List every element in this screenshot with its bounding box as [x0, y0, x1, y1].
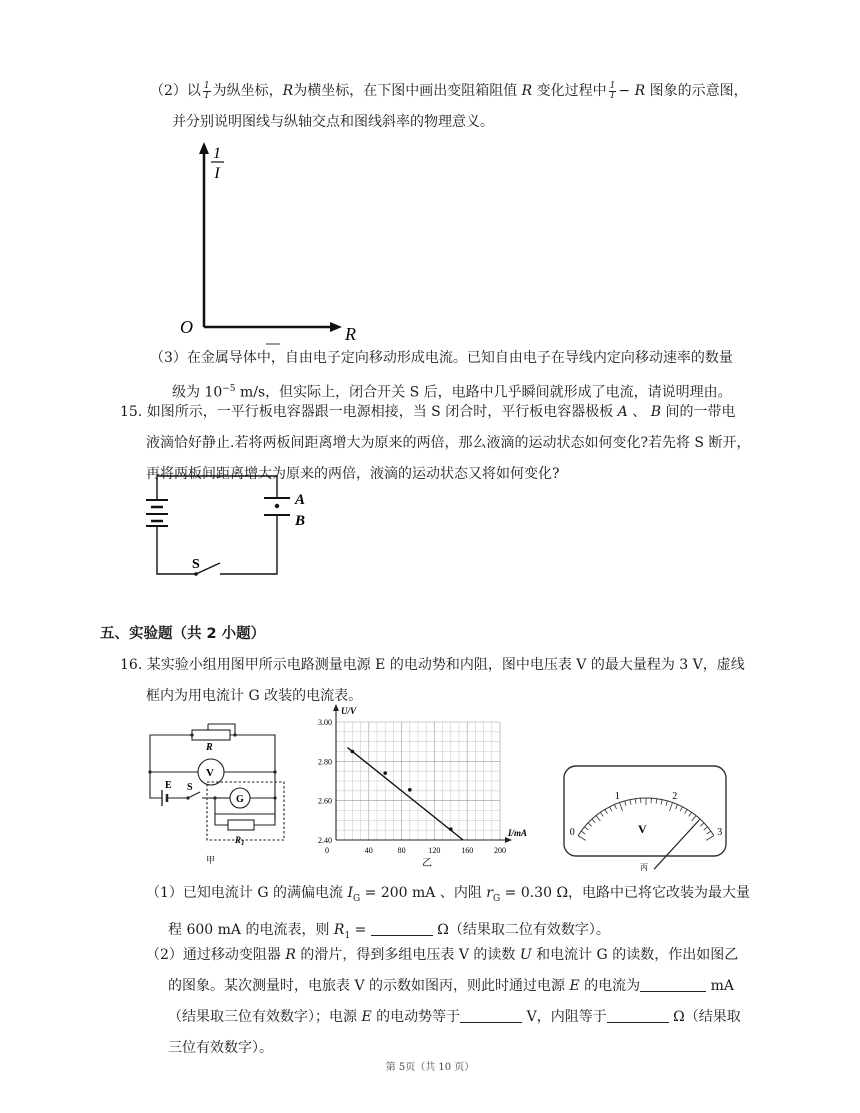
scale-tick — [584, 827, 588, 830]
x-axis-label: R — [345, 324, 356, 344]
frac-num: 1 — [203, 80, 210, 91]
scale-tick — [685, 809, 688, 813]
figure-jia-circuit — [140, 720, 295, 868]
wire-bottom-left — [157, 526, 196, 574]
var-r: r — [486, 885, 493, 901]
scale-tick — [707, 831, 711, 834]
text: = — [350, 921, 371, 938]
r-label: R — [206, 742, 213, 753]
data-point — [449, 827, 453, 831]
scale-tick — [620, 803, 623, 811]
scale-tick — [676, 804, 678, 809]
y-tick-label: 2.60 — [318, 796, 332, 806]
var-b: B — [650, 404, 661, 420]
text: = 0.30 Ω，电路中已将它改装为最大量 — [500, 885, 751, 901]
var-e: E — [569, 978, 580, 994]
scale-label: 0 — [569, 826, 575, 838]
battery-symbol — [146, 500, 168, 526]
frac-den: I — [610, 90, 615, 101]
scale-tick — [630, 800, 631, 805]
var-u: U — [519, 947, 532, 963]
e-label: E — [165, 780, 172, 791]
scale-tick — [600, 812, 603, 816]
scale-tick — [596, 816, 600, 821]
subscript: 1 — [344, 930, 351, 941]
answer-blank-r1[interactable] — [371, 921, 433, 936]
switch-label: S — [192, 557, 200, 572]
text: V，内阻等于 — [522, 1009, 607, 1025]
chart-axes — [333, 704, 512, 843]
y-tick-label: 2.40 — [318, 836, 332, 845]
var-a: A — [617, 404, 628, 420]
figure-yi-u-i-chart — [300, 700, 545, 870]
scale-tick — [666, 801, 667, 806]
data-point — [383, 771, 387, 775]
fraction-1-over-i — [609, 82, 617, 101]
y-axis-arrow — [199, 142, 209, 154]
q16-line1: 16. 某实验小组用图甲所示电路测量电源 E 的电动势和内阻，图中电压表 V 的最大量程为 3 V，虚线 — [120, 657, 745, 673]
rheostat-r — [192, 730, 230, 740]
y-axis-label-den: I — [214, 165, 220, 182]
scale-tick — [610, 807, 612, 811]
y-axis-label-num: 1 — [213, 145, 221, 162]
data-point — [408, 788, 412, 792]
q15-line1 — [120, 397, 750, 428]
text: 的图象。某次测量时，电旅表 V 的示数如图丙，则此时通过电源 — [168, 978, 566, 994]
text: = 200 mA 、内阻 — [360, 885, 482, 901]
text: （结果取三位有效数字）；电源 — [168, 1009, 357, 1025]
resistor-r1 — [228, 820, 254, 830]
scale-tick — [614, 804, 616, 809]
scale-label: 1 — [614, 790, 620, 802]
figure-bing-voltmeter — [560, 760, 732, 872]
section-title-experiment: 五、实验题（共 2 小题） — [100, 626, 266, 642]
text: 图象的示意图， — [649, 83, 748, 99]
scale-tick — [661, 800, 662, 805]
scale-tick — [700, 823, 704, 826]
plate-b-label: B — [295, 513, 306, 529]
figure-caption-yi: 乙 — [422, 858, 432, 869]
figure-caption-jia: 甲 — [206, 855, 216, 865]
exponent: −5 — [222, 384, 236, 394]
y-axis-label: U/V — [341, 706, 357, 716]
scale-label: 2 — [672, 790, 678, 802]
scale-tick — [704, 827, 708, 830]
text: 的电动势等于 — [371, 1009, 461, 1025]
q14-part2-number: （2）以 — [150, 83, 201, 99]
scale-tick — [692, 816, 696, 821]
text: 为横坐标，在下图中画出变阻箱阻值 — [293, 83, 518, 99]
answer-blank-internal-resistance[interactable] — [607, 1008, 669, 1023]
scale-tick — [588, 823, 592, 826]
wire-top — [157, 476, 277, 500]
var-r: R — [285, 947, 296, 963]
q14-part2 — [150, 76, 748, 138]
x-tick-label: 120 — [428, 846, 441, 855]
q14-part2-line2: 并分别说明图线与纵轴交点和图线斜率的物理意义。 — [172, 114, 494, 130]
scale-tick — [581, 831, 585, 834]
scale-tick — [689, 812, 692, 816]
var-e: E — [361, 1009, 372, 1025]
text: 间的一带电 — [661, 404, 736, 420]
scale-label: 3 — [717, 826, 723, 838]
q15-line2: 液滴恰好静止.若将两板间距离增大为原来的两倍，那么液滴的运动状态如何变化?若先将 S 断开， — [146, 435, 751, 451]
subscript: G — [352, 893, 361, 904]
x-tick-label: 200 — [494, 846, 506, 855]
capacitor-circuit-diagram — [140, 470, 320, 582]
text: 为纵坐标， — [212, 83, 283, 99]
frac-den: I — [205, 90, 209, 101]
var-r1: R — [333, 921, 345, 938]
text: 变化过程中 — [536, 83, 607, 99]
r1-label: $R_1$ — [235, 835, 245, 847]
scale-tick — [706, 836, 714, 841]
text: 程 600 mA 的电流表，则 — [168, 921, 330, 938]
v-label: V — [206, 767, 214, 779]
x-origin-tick: 0 — [325, 846, 329, 855]
text: 的滑片，得到多组电压表 V 的读数 — [295, 947, 516, 963]
text: （2）通过移动变阻器 — [146, 947, 281, 963]
q16-part2-line3 — [168, 1002, 741, 1033]
scale-tick — [670, 803, 673, 811]
scale-tick — [635, 799, 636, 804]
q15-line3: 再将两板间距离增大为原来的两倍，液滴的运动状态又将如何变化? — [146, 466, 560, 482]
q16-part2-line1 — [146, 940, 741, 971]
text: mA — [706, 978, 734, 994]
inverse-i-vs-r-axes — [170, 140, 370, 350]
text: 的电流为 — [579, 978, 641, 994]
fraction-1-over-i — [203, 82, 211, 101]
text: 15. 如图所示，一平行板电容器跟一电源相接，当 S 闭合时，平行板电容器极板 — [120, 404, 614, 420]
s-label: S — [187, 782, 193, 793]
text: Ω（结果取 — [668, 1009, 741, 1025]
chart-ticks — [318, 718, 506, 855]
text: m/s，但实际上，闭合开关 S 后，电路中几乎瞬间就形成了电流，请说明理由。 — [235, 384, 732, 401]
origin-label: O — [180, 317, 193, 337]
x-axis-arrow — [330, 322, 342, 332]
frac-num: 1 — [609, 80, 616, 91]
minus-sign: − — [618, 83, 631, 99]
answer-blank-emf[interactable] — [460, 1008, 522, 1023]
var-r: R — [521, 83, 533, 99]
var-r: R — [282, 83, 294, 99]
scale-tick — [578, 836, 586, 841]
text: （1）已知电流计 G 的满偏电流 — [146, 885, 343, 901]
q16-line2: 框内为用电流计 G 改装的电流表。 — [146, 688, 363, 704]
q16-part2-line4: 三位有效数字）。 — [168, 1040, 273, 1056]
y-tick-label: 3.00 — [318, 718, 332, 727]
scale-tick — [592, 819, 595, 823]
scale-tick — [605, 809, 608, 813]
x-tick-label: 40 — [364, 846, 373, 855]
q16-part2 — [146, 940, 741, 1064]
q14-part3-line1: （3）在金属导体中，自由电子定向移动形成电流。已知自由电子在导线内定向移动速率的数量 — [150, 350, 733, 366]
scale-tick — [625, 801, 626, 806]
subscript: G — [492, 893, 501, 904]
text: 、 — [627, 404, 647, 420]
var-i: I — [347, 885, 353, 901]
switch-contact — [194, 572, 198, 576]
q16-part1-line1 — [146, 878, 750, 915]
scale-tick — [656, 799, 657, 804]
answer-blank-current[interactable] — [640, 977, 706, 992]
figure-caption-bing: 丙 — [640, 863, 648, 872]
x-tick-label: 160 — [461, 846, 474, 855]
q16-part2-line2 — [168, 971, 741, 1002]
meter-face — [564, 766, 726, 856]
meter-needle — [654, 821, 699, 870]
chart-grid — [336, 722, 500, 840]
text: Ω（结果取二位有效数字）。 — [432, 921, 610, 938]
x-axis-label: I/mA — [508, 828, 528, 838]
text: 级为 10 — [172, 384, 223, 401]
meter-symbol-v: V — [638, 822, 647, 836]
charged-droplet — [275, 504, 279, 508]
dashed-box-ammeter — [207, 782, 284, 840]
wire-bottom-right — [220, 515, 277, 574]
x-tick-label: 80 — [397, 846, 406, 855]
plate-a-label: A — [295, 492, 306, 508]
page-footer: 第 5页（共 10 页） — [385, 1062, 475, 1073]
data-point — [351, 750, 355, 754]
scale-tick — [680, 807, 682, 811]
y-tick-label: 2.80 — [318, 757, 332, 767]
g-label: G — [236, 794, 244, 805]
var-r: R — [634, 83, 646, 99]
y-axis-arrow — [333, 704, 339, 711]
text: 和电流计 G 的读数，作出如图乙 — [531, 947, 739, 963]
q14-part2-line1 — [150, 76, 748, 107]
